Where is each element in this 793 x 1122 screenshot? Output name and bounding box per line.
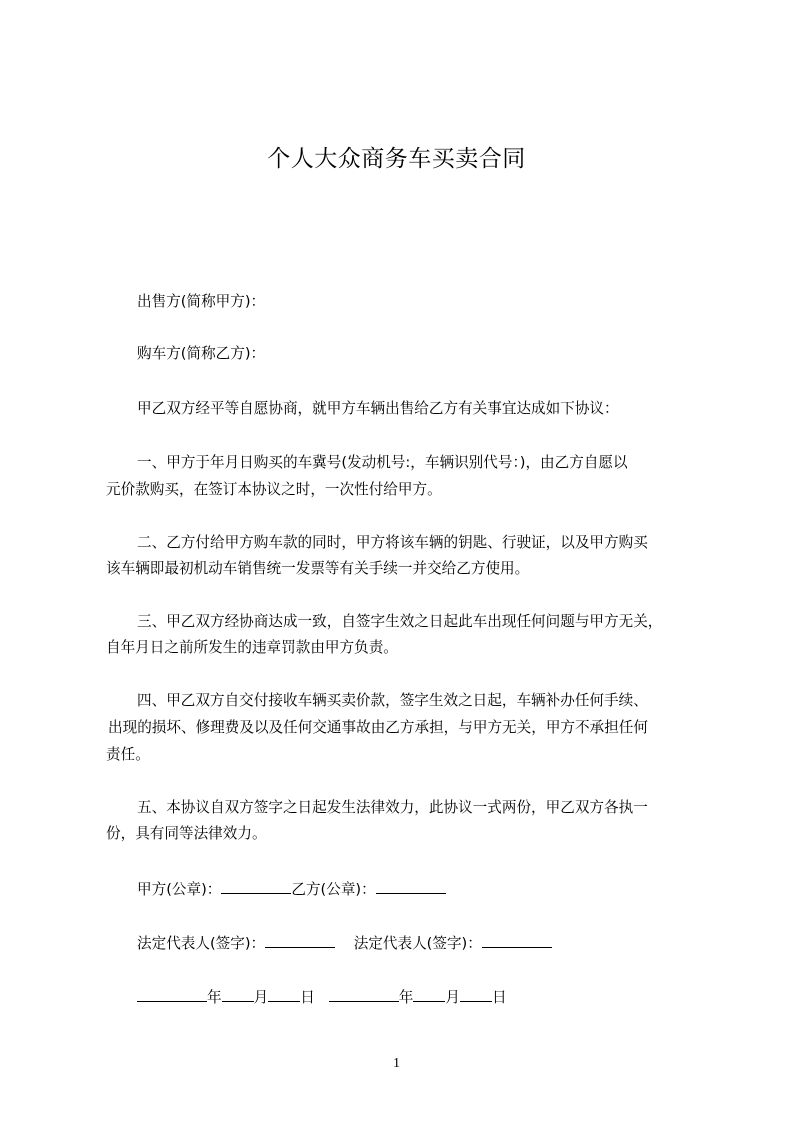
party-b-seal-label: 乙方(公章)： — [291, 881, 376, 898]
intro-paragraph: 甲乙双方经平等自愿协商，就甲方车辆出售给乙方有关事宜达成如下协议： — [137, 400, 619, 417]
clause-line: 出现的损坏、修理费及以及任何交通事故由乙方承担，与甲方无关，甲方不承担任何 — [108, 719, 648, 736]
party-a-seal-label: 甲方(公章)： — [137, 881, 222, 898]
day-blank — [268, 987, 300, 1002]
month-blank — [222, 987, 254, 1002]
month-blank — [413, 987, 445, 1002]
clause-line: 一、甲方于年月日购买的车冀号(发动机号:，车辆识别代号：)，由乙方自愿以 — [137, 454, 628, 471]
party-b-seal-blank — [376, 879, 446, 894]
clause-line: 自年月日之前所发生的违章罚款由甲方负责。 — [106, 639, 398, 656]
day-label: 日 — [300, 989, 315, 1006]
clause-line: 该车辆即最初机动车销售统一发票等有关手续一并交给乙方使用。 — [106, 560, 530, 577]
year-label: 年 — [207, 989, 222, 1006]
clause-line: 责任。 — [106, 746, 150, 763]
day-blank — [460, 987, 492, 1002]
year-label: 年 — [398, 989, 414, 1006]
clause-line: 四、甲乙双方自交付接收车辆买卖价款，签字生效之日起，车辆补办任何手续、 — [137, 692, 648, 709]
year-blank — [137, 987, 207, 1002]
rep-a-blank — [265, 933, 335, 948]
clause-line: 二、乙方付给甲方购车款的同时，甲方将该车辆的钥匙、行驶证，以及甲方购买 — [137, 534, 648, 551]
month-label: 月 — [445, 989, 460, 1006]
clause-line: 五、本协议自双方签字之日起发生法律效力，此协议一式两份，甲乙双方各执一 — [137, 799, 648, 816]
document-title: 个人大众商务车买卖合同 — [267, 146, 526, 172]
rep-b-label: 法定代表人(签字)： — [353, 935, 482, 952]
clause-line: 三、甲乙双方经协商达成一致，自签字生效之日起此车出现任何问题与甲方无关， — [137, 613, 663, 630]
buyer-line: 购车方(简称乙方)： — [137, 345, 266, 362]
rep-a-label: 法定代表人(签字)： — [137, 935, 266, 952]
month-label: 月 — [253, 989, 269, 1006]
day-label: 日 — [491, 989, 507, 1006]
page-number: 1 — [393, 1056, 400, 1071]
clause-line: 元价款购买，在签订本协议之时，一次性付给甲方。 — [106, 481, 442, 498]
date-line — [137, 986, 507, 1007]
seller-line: 出售方(简称甲方)： — [137, 293, 266, 310]
clause-line: 份，具有同等法律效力。 — [106, 825, 267, 842]
seal-line — [137, 878, 446, 899]
rep-b-blank — [482, 933, 552, 948]
party-a-seal-blank — [221, 879, 291, 894]
representative-line — [137, 932, 552, 953]
year-blank — [329, 987, 399, 1002]
